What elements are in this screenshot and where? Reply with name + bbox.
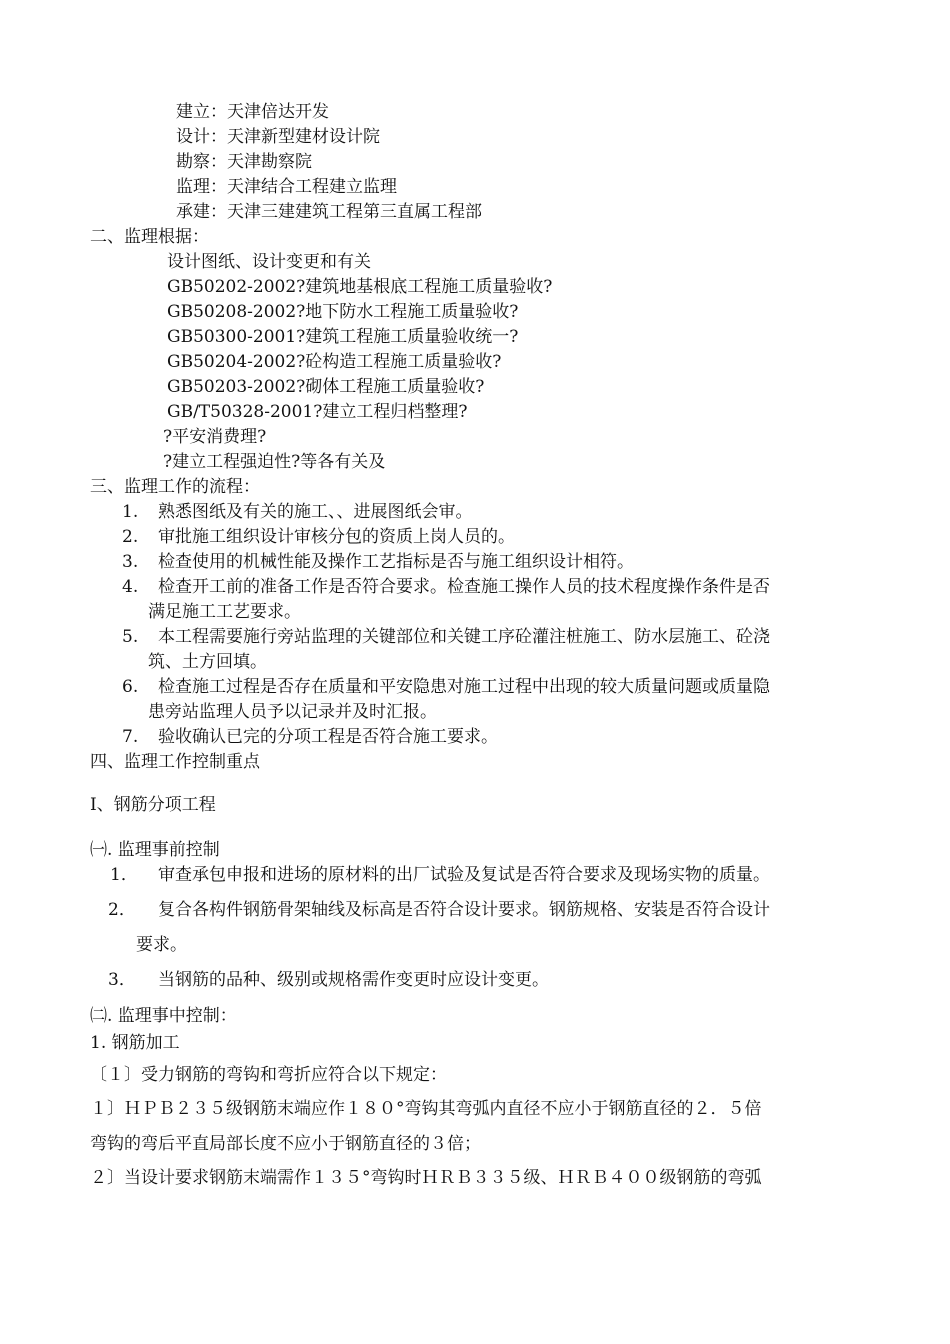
step-text: 检查使用的机械性能及操作工艺指标是否与施工组织设计相符。 [158,552,634,572]
basis-item: GB/T50328-2001?建立工程归档整理? [167,402,468,422]
step-text-continued: 患旁站监理人员予以记录并及时汇报。 [148,702,437,722]
step-number: 2. [122,527,139,547]
section3-heading: 三、监理工作的流程： [90,477,260,497]
mid-control-item: 1. 钢筋加工 [90,1033,180,1053]
subsection-heading: Ⅰ、钢筋分项工程 [90,795,216,815]
section4-heading: 四、监理工作控制重点 [90,752,260,772]
rule-2: ２〕当设计要求钢筋末端需作１３５°弯钩时ＨＲＢ３３５级、ＨＲＢ４００级钢筋的弯弧 [90,1168,762,1188]
basis-item: 设计图纸、设计变更和有关 [167,252,371,272]
step-text: 熟悉图纸及有关的施工、、进展图纸会审。 [158,502,473,522]
step-number: 7. [122,727,139,747]
step-text: 审批施工组织设计审核分包的资质上岗人员的。 [158,527,515,547]
pre-control-heading: ㈠. 监理事前控制 [90,840,220,860]
pre-control-number: 2． [108,900,136,920]
step-number: 1. [122,502,139,522]
basis-item: ?平安消费理? [163,427,267,447]
party-designer: 设计：天津新型建材设计院 [176,127,380,147]
pre-control-number: 3． [108,970,136,990]
step-text: 验收确认已完的分项工程是否符合施工要求。 [158,727,498,747]
basis-item: GB50203-2002?砌体工程施工质量验收? [167,377,485,397]
party-supervisor: 监理：天津结合工程建立监理 [176,177,397,197]
step-text: 本工程需要施行旁站监理的关键部位和关键工序砼灌注桩施工、防水层施工、砼浇 [158,627,770,647]
pre-control-text: 审查承包申报和进场的原材料的出厂试验及复试是否符合要求及现场实物的质量。 [158,865,770,885]
pre-control-text-continued: 要求。 [136,935,187,955]
basis-item: GB50204-2002?砼构造工程施工质量验收? [167,352,502,372]
step-number: 5. [122,627,139,647]
party-contractor: 承建：天津三建建筑工程第三直属工程部 [176,202,482,222]
step-number: 3. [122,552,139,572]
step-text-continued: 筑、土方回填。 [148,652,267,672]
rule-intro: 〔１〕受力钢筋的弯钩和弯折应符合以下规定： [90,1065,447,1085]
party-surveyor: 勘察：天津勘察院 [176,152,312,172]
step-text: 检查施工过程是否存在质量和平安隐患对施工过程中出现的较大质量问题或质量隐 [158,677,770,697]
rule-1: １〕ＨＰＢ２３５级钢筋末端应作１８０°弯钩其弯弧内直径不应小于钢筋直径的２．５倍 [90,1099,762,1119]
step-number: 4. [122,577,139,597]
step-text: 检查开工前的准备工作是否符合要求。检查施工操作人员的技术程度操作条件是否 [158,577,770,597]
section2-heading: 二、监理根据： [90,227,209,247]
basis-item: ?建立工程强迫性?等各有关及 [163,452,386,472]
basis-item: GB50208-2002?地下防水工程施工质量验收? [167,302,519,322]
basis-item: GB50202-2002?建筑地基根底工程施工质量验收? [167,277,553,297]
pre-control-text: 复合各构件钢筋骨架轴线及标高是否符合设计要求。钢筋规格、安装是否符合设计 [158,900,770,920]
pre-control-number: 1． [110,865,138,885]
party-owner: 建立：天津倍达开发 [176,102,329,122]
mid-control-heading: ㈡. 监理事中控制： [90,1006,237,1026]
rule-1-continued: 弯钩的弯后平直局部长度不应小于钢筋直径的３倍； [90,1134,481,1154]
basis-item: GB50300-2001?建筑工程施工质量验收统一? [167,327,519,347]
pre-control-text: 当钢筋的品种、级别或规格需作变更时应设计变更。 [158,970,549,990]
step-number: 6. [122,677,139,697]
step-text-continued: 满足施工工艺要求。 [148,602,301,622]
